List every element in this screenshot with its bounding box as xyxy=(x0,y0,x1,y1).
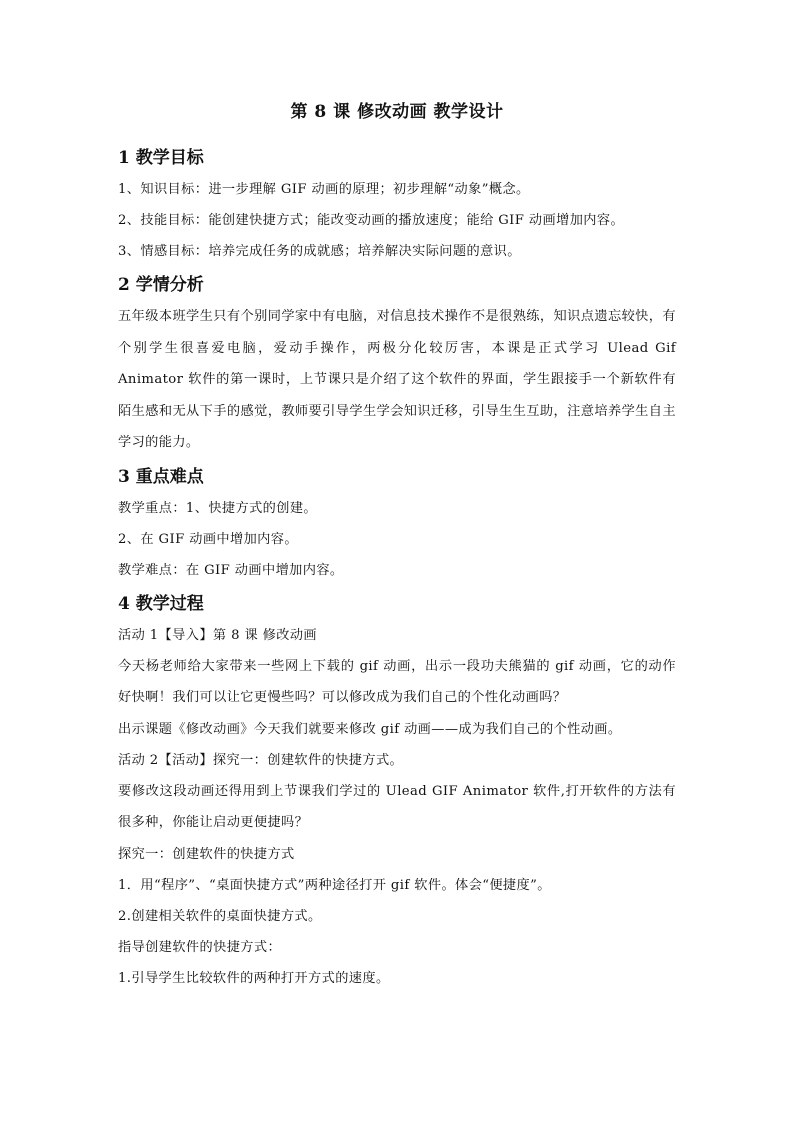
process-line: 活动 1【导入】第 8 课 修改动画 xyxy=(118,627,317,643)
section-heading-objectives: 1 教学目标 xyxy=(118,148,204,168)
process-line: 活动 2【活动】探究一：创建软件的快捷方式。 xyxy=(118,752,404,768)
objective-line: 1、知识目标：进一步理解 GIF 动画的原理；初步理解“动象”概念。 xyxy=(118,182,530,197)
analysis-paragraph: 五年级本班学生只有个别同学家中有电脑，对信息技术操作不是很熟练，知识点遗忘较快，有个别学生很喜爱电脑，爱动手操作，两极分化较厉害，本课是正式学习 Ulead Gif Animator 软件的第一课时，上节课只是介绍了这个软件的界面，学生跟接手一个新软件有陌生感和无从下手的感觉，教师要引导学生学会知识迁移，引导生生互助，注意培养学生自主学习的能力。 xyxy=(118,309,676,450)
process-line: 要修改这段动画还得用到上节课我们学过的 Ulead GIF Animator 软件,打开软件的方法有很多种，你能让启动更便捷吗？ xyxy=(118,783,676,830)
process-line: 1.引导学生比较软件的两种打开方式的速度。 xyxy=(118,970,390,986)
process-line: 指导创建软件的快捷方式： xyxy=(118,939,282,955)
document-title: 第 8 课 修改动画 教学设计 xyxy=(290,102,504,122)
key-point-line: 教学重点：1、快捷方式的创建。 xyxy=(118,500,318,516)
key-point-line: 2、在 GIF 动画中增加内容。 xyxy=(118,531,298,547)
document-page xyxy=(118,100,676,994)
objective-line: 2、技能目标：能创建快捷方式；能改变动画的播放速度；能给 GIF 动画增加内容。 xyxy=(118,213,625,228)
process-line: 1．用“程序”、“桌面快捷方式”两种途径打开 gif 软件。体会“便捷度”。 xyxy=(118,877,551,893)
section-heading-process: 4 教学过程 xyxy=(118,593,204,614)
section-heading-analysis: 2 学情分析 xyxy=(118,275,204,295)
key-point-line: 教学难点：在 GIF 动画中增加内容。 xyxy=(118,562,344,578)
process-line: 出示课题《修改动画》今天我们就要来修改 gif 动画——成为我们自己的个性动画。 xyxy=(118,721,622,737)
process-line: 探究一：创建软件的快捷方式 xyxy=(118,846,295,862)
process-line: 2.创建相关软件的桌面快捷方式。 xyxy=(118,908,322,924)
objective-line: 3、情感目标：培养完成任务的成就感；培养解决实际问题的意识。 xyxy=(118,244,521,259)
process-line: 今天杨老师给大家带来一些网上下载的 gif 动画，出示一段功夫熊猫的 gif 动画，它的动作好快啊！我们可以让它更慢些吗？可以修改成为我们自己的个性化动画吗？ xyxy=(118,658,676,705)
section-heading-key-points: 3 重点难点 xyxy=(118,466,204,487)
